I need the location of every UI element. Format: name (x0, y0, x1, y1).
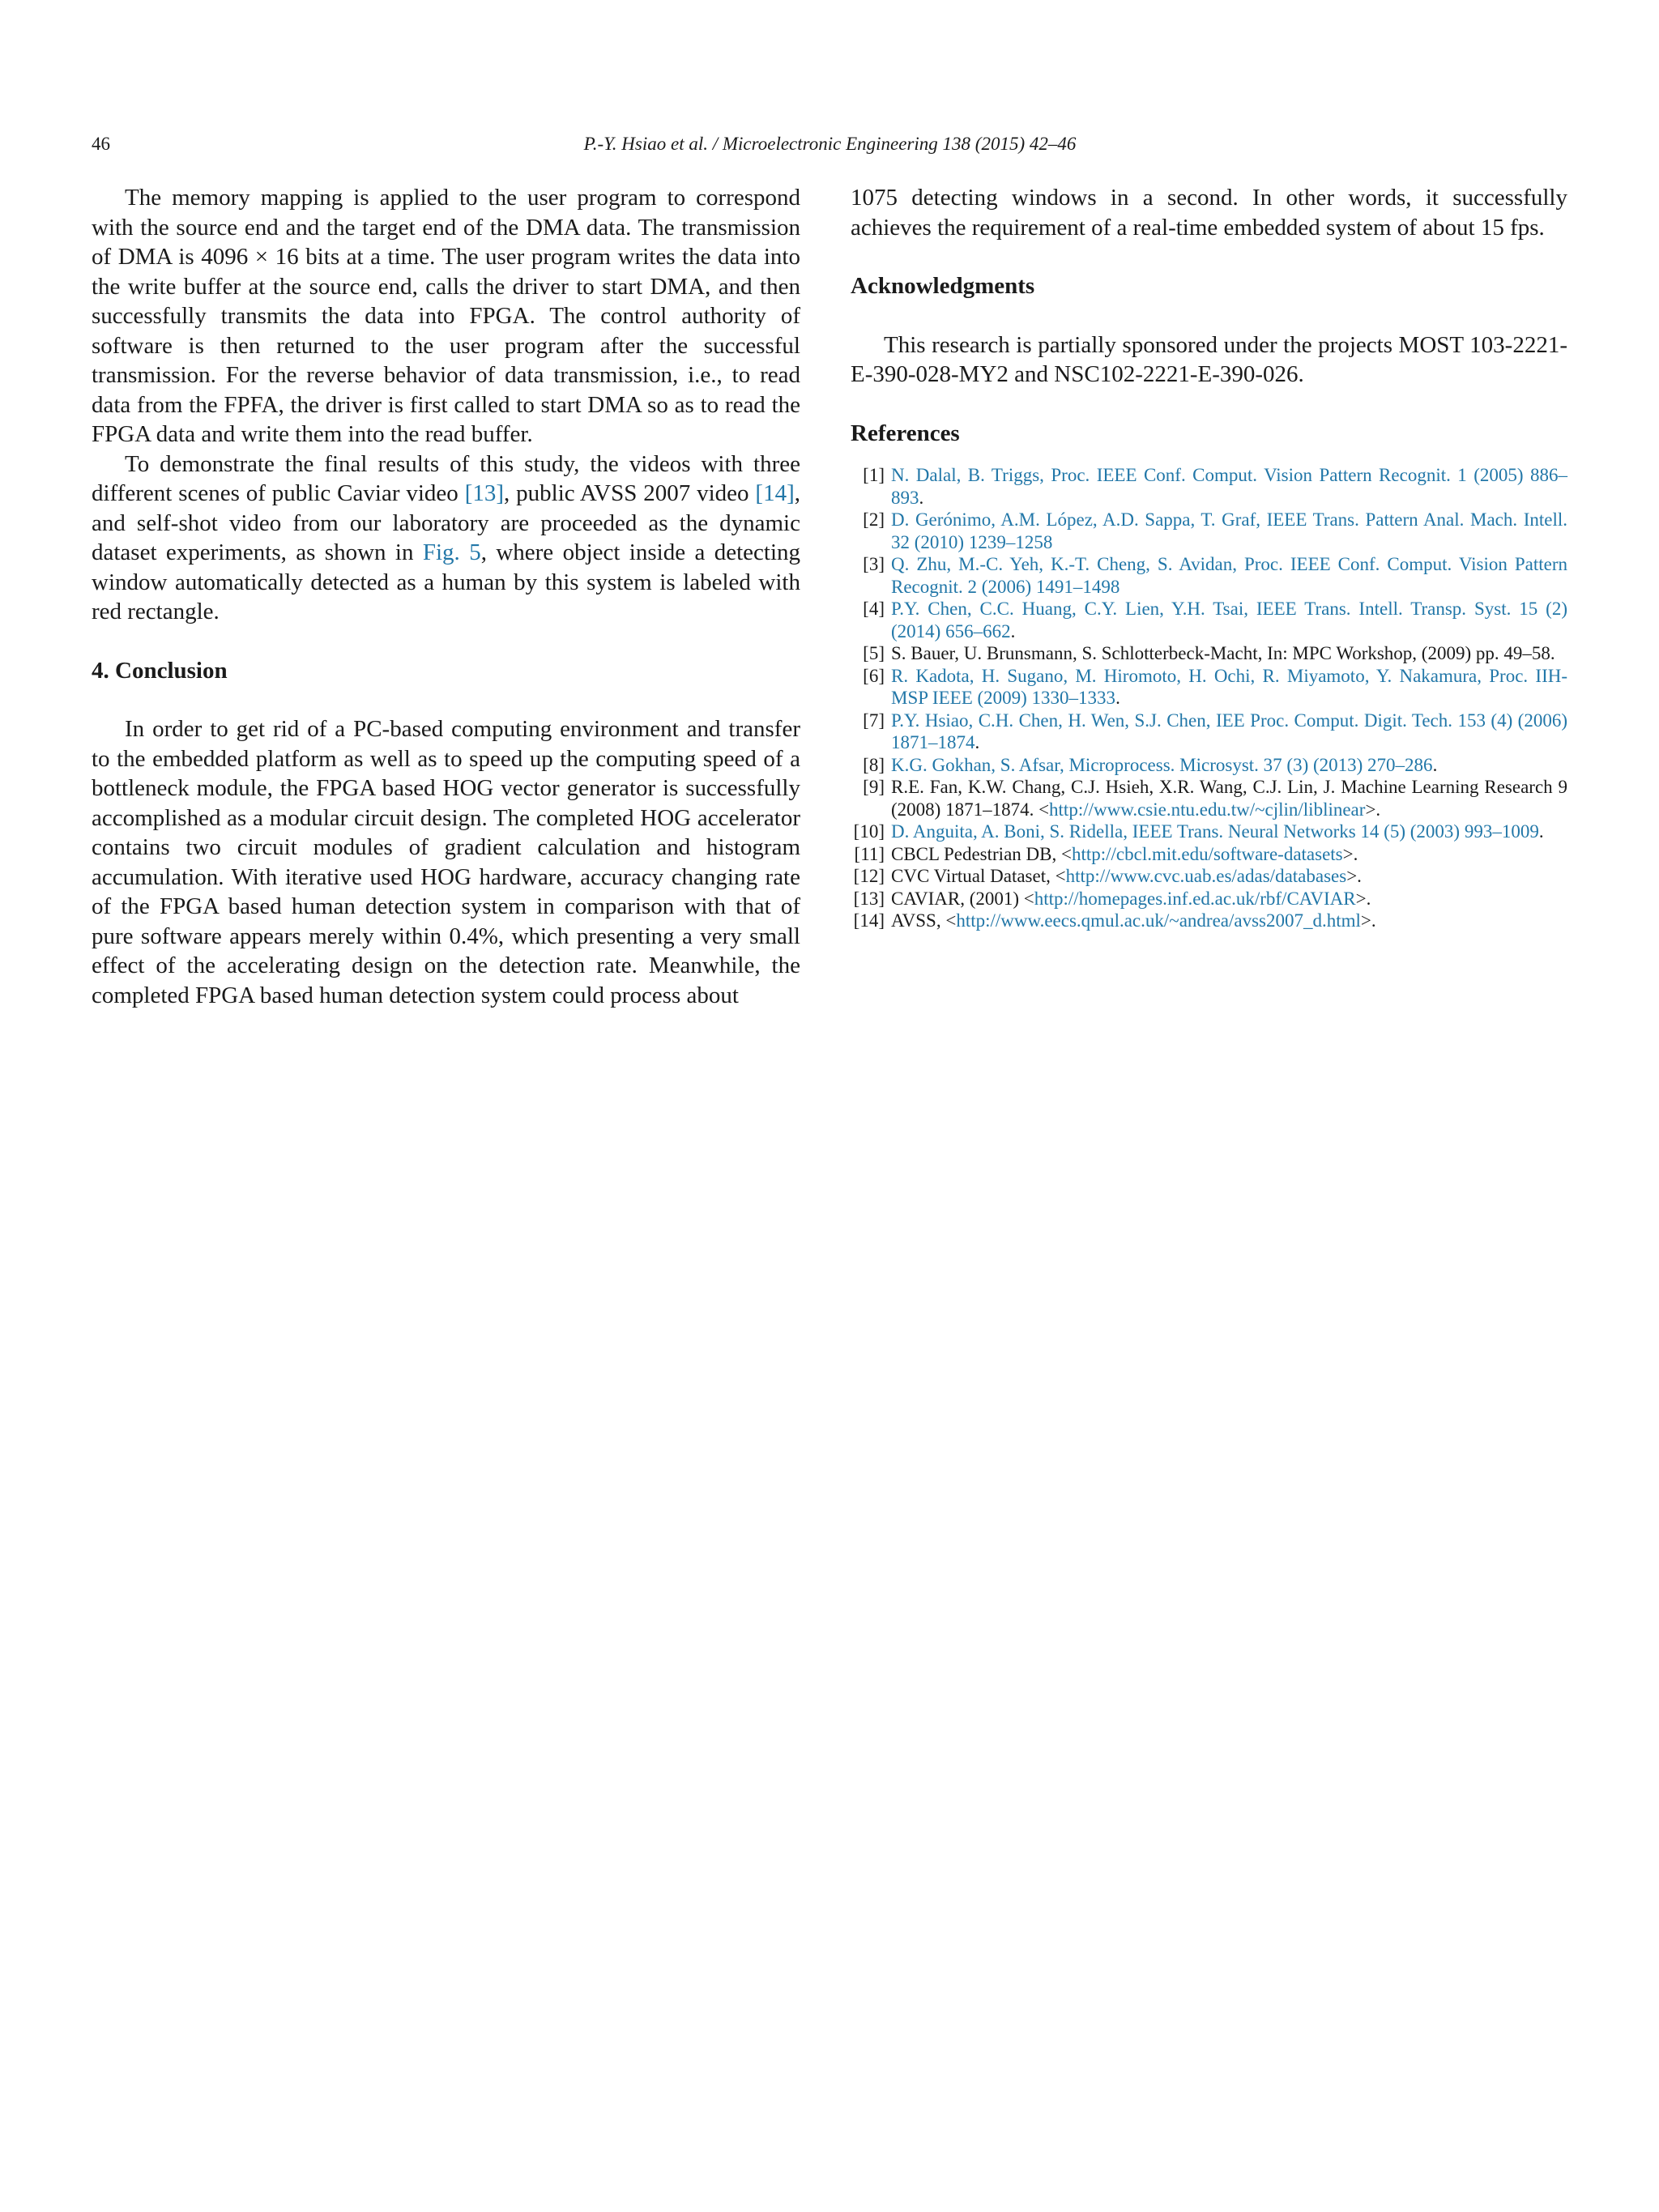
results-text-2: , public AVSS 2007 video (504, 480, 756, 506)
reference-number: [10] (853, 821, 885, 842)
acknowledgments-heading: Acknowledgments (851, 273, 1035, 299)
reference-number: [12] (853, 866, 885, 886)
running-header (92, 130, 1568, 159)
reference-item (851, 865, 1567, 888)
reference-text: R.E. Fan, K.W. Chang, C.J. Hsieh, X.R. Wang, C.J. Lin, J. Machine Learning Research 9 (2008) 1871–1874. < (891, 777, 1567, 820)
reference-item (851, 910, 1567, 932)
left-column (92, 183, 800, 1010)
reference-item (851, 665, 1567, 710)
reference-link[interactable]: K.G. Gokhan, S. Afsar, Microprocess. Microsyst. 37 (3) (2013) 270–286 (891, 754, 1433, 775)
reference-text: AVSS, < (891, 910, 957, 931)
reference-link[interactable]: http://www.eecs.qmul.ac.uk/~andrea/avss2007_d.html (956, 910, 1361, 931)
ref-14-link[interactable]: [14] (755, 480, 795, 506)
reference-item (851, 464, 1567, 509)
reference-text-suffix: >. (1342, 843, 1358, 864)
reference-text-suffix: . (1538, 821, 1544, 842)
reference-link[interactable]: http://www.cvc.uab.es/adas/databases (1065, 866, 1347, 886)
reference-link[interactable]: P.Y. Chen, C.C. Huang, C.Y. Lien, Y.H. Tsai, IEEE Trans. Intell. Transp. Syst. 15 (2) (2014) 656–662 (891, 599, 1567, 641)
references-heading: References (851, 420, 960, 446)
reference-text: S. Bauer, U. Brunsmann, S. Schlotterbeck-Macht, In: MPC Workshop, (2009) pp. 49–58. (891, 643, 1555, 663)
acknowledgments-paragraph: This research is partially sponsored under the projects MOST 103-2221-E-390-028-MY2 and NSC102-2221-E-390-026. (851, 331, 1567, 387)
conclusion-continuation: 1075 detecting windows in a second. In other words, it successfully achieves the requirement of a real-time embedded system of about 15 fps. (851, 185, 1567, 241)
reference-number: [13] (853, 888, 885, 909)
reference-item (851, 710, 1567, 754)
reference-number: [5] (863, 643, 885, 663)
reference-item (851, 754, 1567, 777)
reference-link[interactable]: N. Dalal, B. Triggs, Proc. IEEE Conf. Comput. Vision Pattern Recognit. 1 (2005) 886–893 (891, 465, 1567, 508)
reference-text: CAVIAR, (2001) < (891, 888, 1034, 909)
reference-link[interactable]: http://homepages.inf.ed.ac.uk/rbf/CAVIAR (1034, 888, 1356, 909)
reference-number: [3] (863, 554, 885, 574)
reference-link[interactable]: http://cbcl.mit.edu/software-datasets (1071, 843, 1343, 864)
reference-item (851, 509, 1567, 553)
reference-item (851, 553, 1567, 598)
reference-text: CVC Virtual Dataset, < (891, 866, 1066, 886)
reference-link[interactable]: R. Kadota, H. Sugano, M. Hiromoto, H. Ochi, R. Miyamoto, Y. Nakamura, Proc. IIH-MSP IEEE (2009) 1330–1333 (891, 665, 1567, 708)
reference-text-suffix: >. (1365, 799, 1381, 820)
reference-text-suffix: . (919, 487, 924, 508)
journal-citation: P.-Y. Hsiao et al. / Microelectronic Engineering 138 (2015) 42–46 (583, 134, 1077, 154)
page-number: 46 (92, 134, 110, 154)
fig-5-link[interactable]: Fig. 5 (422, 539, 481, 565)
reference-item (851, 642, 1567, 665)
reference-number: [6] (863, 665, 885, 686)
reference-number: [7] (863, 710, 885, 731)
reference-number: [4] (863, 599, 885, 619)
reference-number: [9] (863, 777, 885, 797)
reference-text-suffix: . (975, 732, 980, 752)
dma-paragraph: The memory mapping is applied to the user program to correspond with the source end and the target end of the DMA data. The transmission of DMA is 4096 × 16 bits at a time. The user program writes the data into the write buffer at the source end, calls the driver to start DMA, and then successfully transmits the data into FPGA. The control authority of software is then returned to the user program after the successful transmission. For the reverse behavior of data transmission, i.e., to read data from the FPFA, the driver is first called to start DMA so as to read the FPGA data and write them into the read buffer. (92, 185, 800, 447)
reference-text-suffix: . (1432, 754, 1438, 775)
reference-link[interactable]: http://www.csie.ntu.edu.tw/~cjlin/liblinear (1049, 799, 1366, 820)
reference-link[interactable]: D. Gerónimo, A.M. López, A.D. Sappa, T. Graf, IEEE Trans. Pattern Anal. Mach. Intell. 32 (2010) 1239–1258 (891, 509, 1567, 552)
reference-link[interactable]: P.Y. Hsiao, C.H. Chen, H. Wen, S.J. Chen, IEE Proc. Comput. Digit. Tech. 153 (4) (2006) 1871–1874 (891, 710, 1567, 752)
reference-number: [11] (854, 843, 885, 864)
conclusion-paragraph: In order to get rid of a PC-based computing environment and transfer to the embedded platform as well as to speed up the computing speed of a bottleneck module, the FPGA based HOG vector generator is successfully accomplished as a modular circuit design. The completed HOG accelerator contains two circuit modules of gradient calculation and histogram accumulation. With iterative used HOG hardware, accuracy changing rate of the FPGA based human detection system in comparison with that of pure software appears merely within 0.4%, which presenting a very small effect of the accelerating design on the detection rate. Meanwhile, the completed FPGA based human detection system could process about (92, 716, 800, 1008)
reference-text-suffix: . (1010, 620, 1016, 641)
reference-number: [2] (863, 509, 885, 530)
conclusion-heading: 4. Conclusion (92, 657, 228, 684)
reference-text-suffix: >. (1360, 910, 1376, 931)
reference-number: [14] (853, 910, 885, 931)
reference-item (851, 820, 1567, 843)
results-text-4: , where object inside a detecting window automatically detected as a human by this system is labeled with red rectangle. (92, 539, 801, 624)
reference-item (851, 888, 1567, 910)
results-text-3: , and self-shot video from our laboratory are proceeded as the dynamic dataset experiments, as shown in (92, 480, 800, 565)
reference-item (851, 598, 1567, 642)
ref-13-link[interactable]: [13] (464, 480, 505, 506)
reference-text-suffix: >. (1355, 888, 1371, 909)
results-paragraph (92, 450, 800, 627)
results-text-1: To demonstrate the final results of this study, the videos with three different scenes of public Caviar video (92, 450, 800, 506)
reference-item (851, 776, 1567, 820)
reference-text-suffix: . (1115, 688, 1120, 708)
right-column (851, 183, 1567, 932)
reference-text: CBCL Pedestrian DB, < (891, 843, 1072, 864)
reference-text-suffix: >. (1346, 866, 1362, 886)
reference-link[interactable]: Q. Zhu, M.-C. Yeh, K.-T. Cheng, S. Avidan, Proc. IEEE Conf. Comput. Vision Pattern Recognit. 2 (2006) 1491–1498 (891, 554, 1567, 597)
references-list (851, 464, 1567, 932)
reference-link[interactable]: D. Anguita, A. Boni, S. Ridella, IEEE Trans. Neural Networks 14 (5) (2003) 993–1009 (891, 821, 1539, 842)
reference-number: [8] (863, 754, 885, 775)
reference-number: [1] (863, 465, 885, 485)
reference-item (851, 843, 1567, 866)
